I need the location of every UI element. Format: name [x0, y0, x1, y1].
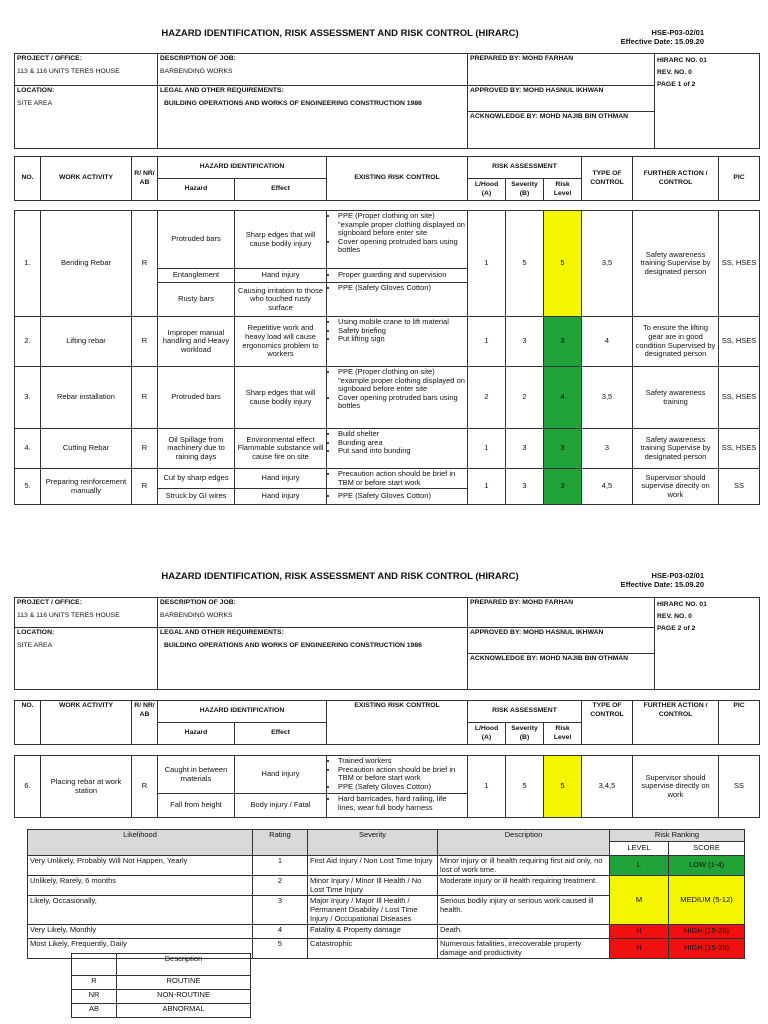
severity: 5 — [506, 756, 544, 818]
row-rnr: R — [132, 429, 158, 469]
col-hazard: Hazard — [158, 179, 235, 201]
hazard: Struck by GI wires — [158, 489, 235, 505]
control — [327, 756, 468, 794]
risk-level: 3 — [544, 469, 582, 505]
description-text: Death. — [438, 925, 610, 939]
col-risk-level: Risk Level — [544, 179, 582, 201]
hazard: Fall from height — [158, 794, 235, 818]
likelihood-text: Very Unlikely, Probably Will Not Happen, Yearly — [28, 856, 253, 876]
project-cell — [15, 598, 158, 628]
hirarc-info — [655, 598, 760, 690]
row-activity: Bending Rebar — [41, 211, 132, 317]
severity-text: First Aid Injury / Non Lost Time Injury — [308, 856, 438, 876]
col-risk-assessment: RISK ASSESSMENT — [468, 157, 582, 179]
control-item: • Put lifting sign — [338, 335, 465, 344]
effect: Body injury / Fatal — [235, 794, 327, 818]
legend-head-rating: Rating — [253, 830, 308, 856]
col-hazard-identification: HAZARD IDENTIFICATION — [158, 157, 327, 179]
rating: 4 — [253, 925, 308, 939]
further-action: Safety awareness training Supervise by designated person — [633, 211, 719, 317]
col-no: NO. — [15, 157, 41, 201]
col-hazard-identification: HAZARD IDENTIFICATION — [158, 701, 327, 723]
control-item: • PPE (Proper clothing on site) "example proper clothing displayed on signboard before enter site — [338, 368, 465, 394]
risk-level: 5 — [544, 211, 582, 317]
control-item: • Trained workers — [338, 757, 465, 766]
description-cell — [158, 54, 468, 86]
effective-date: Effective Date: 15.09.20 — [620, 580, 704, 589]
project-cell — [15, 54, 158, 86]
legend-row — [28, 925, 745, 939]
legend-row — [28, 856, 745, 876]
control-item: • PPE (Safety Gloves Cotton) — [338, 492, 465, 501]
pic: SS — [719, 469, 760, 505]
risk-score-high: HIGH (15-25) — [669, 939, 745, 959]
code: R — [72, 976, 117, 990]
code: NR — [72, 990, 117, 1004]
risk-level-low: L — [610, 856, 669, 876]
further-action: Supervisor should supervise directly on work — [633, 756, 719, 818]
likelihood: 1 — [468, 469, 506, 505]
control-item: • Using mobile crane to lift material — [338, 318, 465, 327]
severity-text: Catastrophic — [308, 939, 438, 959]
control — [327, 794, 468, 818]
legal-value: BUILDING OPERATIONS AND WORKS OF ENGINEERING CONSTRUCTION 1986 — [164, 641, 422, 649]
control-item: • Safety briefing — [338, 327, 465, 336]
severity: 3 — [506, 429, 544, 469]
severity: 2 — [506, 367, 544, 429]
type-of-control: 3 — [582, 429, 633, 469]
description-label: DESCRIPTION OF JOB: — [160, 55, 236, 62]
risk-score-high: HIGH (15-25) — [669, 925, 745, 939]
rating: 1 — [253, 856, 308, 876]
rating: 3 — [253, 896, 308, 925]
legend-head-severity: Severity — [308, 830, 438, 856]
location-label: LOCATION: — [17, 629, 55, 636]
rating: 5 — [253, 939, 308, 959]
row-no: 4. — [15, 429, 41, 469]
hazard-table-page1 — [14, 210, 760, 505]
col-type-of-control: TYPE OF CONTROL — [582, 157, 633, 201]
control-item: • Proper guarding and supervision — [338, 271, 465, 280]
hazard: Cut by sharp edges — [158, 469, 235, 489]
code-description: ABNORMAL — [117, 1004, 251, 1018]
rating: 2 — [253, 876, 308, 896]
control — [327, 489, 468, 505]
col-pic: PIC — [719, 157, 760, 201]
likelihood: 2 — [468, 367, 506, 429]
further-action: Safety awareness training — [633, 367, 719, 429]
code: AB — [72, 1004, 117, 1018]
row-rnr: R — [132, 756, 158, 818]
description-text: Minor injury or ill health requiring first aid only, no lost of work time. — [438, 856, 610, 876]
project-label: PROJECT / OFFICE: — [17, 55, 82, 62]
page-number: PAGE 2 of 2 — [657, 625, 696, 632]
risk-level: 5 — [544, 756, 582, 818]
location-label: LOCATION: — [17, 87, 55, 94]
pic: SS, HSES — [719, 317, 760, 367]
pic: SS — [719, 756, 760, 818]
risk-level-high: H — [610, 925, 669, 939]
code-row — [72, 1004, 251, 1018]
description-value: BARBENDING WORKS — [160, 67, 233, 75]
effect: Sharp edges that will cause bodily injury — [235, 211, 327, 269]
control-item: • Precaution action should be brief in TBM or before start work — [338, 766, 465, 783]
col-activity: WORK ACTIVITY — [41, 157, 132, 201]
acknowledged-by: ACKNOWLEDGE BY: MOHD NAJIB BIN OTHMAN — [468, 654, 655, 690]
severity-text: Minor Injury / Minor Ill Health / No Lost Time Injury — [308, 876, 438, 896]
severity-text: Major Injury / Major Ill Health / Permanent Disability / Lost Time Injury / Occupational Diseases — [308, 896, 438, 925]
doc-reference-page2 — [621, 571, 704, 589]
col-rnr: R/ NR/ AB — [132, 157, 158, 201]
type-of-control: 3,5 — [582, 211, 633, 317]
pic: SS, HSES — [719, 429, 760, 469]
risk-level-medium: M — [610, 876, 669, 925]
control-item: • Hard barricades, hard railing, life lines, wear full body harness — [338, 795, 465, 812]
control-item: • PPE (Proper clothing on site) "example proper clothing displayed on signboard before enter site — [338, 212, 465, 238]
control-item: • Build shelter — [338, 430, 465, 439]
hazard-table-page2 — [14, 755, 760, 818]
col-further-action: FURTHER ACTION / CONTROL — [633, 157, 719, 201]
pic: SS, HSES — [719, 367, 760, 429]
col-rnr: R/ NR/ AB — [132, 701, 158, 745]
acknowledged-by: ACKNOWLEDGE BY: MOHD NAJIB BIN OTHMAN — [468, 112, 655, 149]
control-item: • PPE (Safety Gloves Cotton) — [338, 783, 465, 792]
revision-number: REV. NO. 0 — [657, 69, 692, 76]
likelihood-text: Unlikely, Rarely, 6 months — [28, 876, 253, 896]
row-no: 3. — [15, 367, 41, 429]
effect: Sharp edges that will cause bodily injury — [235, 367, 327, 429]
prepared-by: PREPARED BY: MOHD FARHAN — [468, 54, 655, 86]
control — [327, 469, 468, 489]
project-label: PROJECT / OFFICE: — [17, 599, 82, 606]
severity-text: Fatality & Property damage — [308, 925, 438, 939]
risk-level: 3 — [544, 317, 582, 367]
severity: 3 — [506, 469, 544, 505]
code-row — [72, 976, 251, 990]
code-head-description: Description — [117, 954, 251, 976]
doc-code: HSE-P03-02/01 — [651, 28, 704, 37]
hirarc-number: HIRARC NO. 01 — [657, 601, 707, 608]
effect: Hand injury — [235, 269, 327, 283]
risk-score-low: LOW (1-4) — [669, 856, 745, 876]
legal-label: LEGAL AND OTHER REQUIREMENTS: — [160, 87, 284, 94]
project-value: 113 & 116 UNITS TERES HOUSE — [17, 611, 120, 619]
severity: 5 — [506, 211, 544, 317]
effect: Hand injury — [235, 756, 327, 794]
col-type-of-control: TYPE OF CONTROL — [582, 701, 633, 745]
effect: Hand injury — [235, 489, 327, 505]
col-activity: WORK ACTIVITY — [41, 701, 132, 745]
revision-number: REV. NO. 0 — [657, 613, 692, 620]
further-action: To ensure the lifting gear are in good condition Supervised by designated person — [633, 317, 719, 367]
legend-head-score: SCORE — [669, 842, 745, 856]
further-action: Supervisor should supervise directly on work — [633, 469, 719, 505]
row-no: 1. — [15, 211, 41, 317]
likelihood: 1 — [468, 211, 506, 317]
risk-level-high: H — [610, 939, 669, 959]
row-activity: Preparing reinforcement manually — [41, 469, 132, 505]
prepared-by: PREPARED BY: MOHD FARHAN — [468, 598, 655, 628]
row-activity: Rebar installation — [41, 367, 132, 429]
legend-head-level: LEVEL — [610, 842, 669, 856]
location-value: SITE AREA — [17, 641, 53, 649]
hazard: Caught in between materials — [158, 756, 235, 794]
legend-row — [28, 876, 745, 896]
effect: Hand injury — [235, 469, 327, 489]
control-item: • PPE (Safety Gloves Cotton) — [338, 284, 465, 293]
description-cell — [158, 598, 468, 628]
hirarc-number: HIRARC NO. 01 — [657, 57, 707, 64]
effect: Repetitive work and heavy load will cause ergonomics problem to workers — [235, 317, 327, 367]
col-effect: Effect — [235, 723, 327, 745]
table-row — [15, 429, 760, 469]
col-severity: Severity (B) — [506, 723, 544, 745]
approved-by: APPROVED BY: MOHD HASNUL IKHWAN — [468, 86, 655, 112]
control-item: • Cover opening protruded bars using bottles — [338, 394, 465, 411]
description-label: DESCRIPTION OF JOB: — [160, 599, 236, 606]
project-value: 113 & 116 UNITS TERES HOUSE — [17, 67, 120, 75]
table-row — [15, 756, 760, 794]
legal-cell — [158, 86, 468, 149]
doc-code: HSE-P03-02/01 — [651, 571, 704, 580]
hazard: Protruded bars — [158, 367, 235, 429]
type-of-control: 3,5 — [582, 367, 633, 429]
control — [327, 283, 468, 317]
row-rnr: R — [132, 469, 158, 505]
col-lhood: L/Hood (A) — [468, 723, 506, 745]
control — [327, 429, 468, 469]
effect-line: Environmental effect — [246, 434, 315, 444]
col-severity: Severity (B) — [506, 179, 544, 201]
col-further-action: FURTHER ACTION / CONTROL — [633, 701, 719, 745]
hazard: Improper manual handling and Heavy workload — [158, 317, 235, 367]
legend-head-description: Description — [438, 830, 610, 856]
table-row — [15, 211, 760, 269]
type-of-control: 4,5 — [582, 469, 633, 505]
column-header-page1 — [14, 156, 760, 201]
likelihood-text: Very Likely, Monthly — [28, 925, 253, 939]
col-existing-control: EXISTING RISK CONTROL — [327, 701, 468, 745]
row-activity: Cutting Rebar — [41, 429, 132, 469]
row-no: 2. — [15, 317, 41, 367]
description-text: Numerous fatalities, irrecoverable property damage and productivity — [438, 939, 610, 959]
doc-reference — [621, 28, 704, 46]
page-number: PAGE 1 of 2 — [657, 81, 696, 88]
control — [327, 269, 468, 283]
pic: SS, HSES — [719, 211, 760, 317]
code-description: ROUTINE — [117, 976, 251, 990]
row-rnr: R — [132, 317, 158, 367]
control-item: • Bunding area — [338, 439, 465, 448]
col-existing-control: EXISTING RISK CONTROL — [327, 157, 468, 201]
type-of-control: 3,4,5 — [582, 756, 633, 818]
row-activity: Lifting rebar — [41, 317, 132, 367]
row-activity: Placing rebar at work station — [41, 756, 132, 818]
effective-date: Effective Date: 15.09.20 — [620, 37, 704, 46]
description-text: Moderate injury or ill health requiring treatment. — [438, 876, 610, 896]
activity-code-legend — [71, 953, 251, 1018]
hazard: Protruded bars — [158, 211, 235, 269]
doc-title: HAZARD IDENTIFICATION, RISK ASSESSMENT AND RISK CONTROL (HIRARC) — [161, 28, 519, 39]
control-item: • Precaution action should be brief in TBM or before start work — [338, 470, 465, 487]
hazard: Rusty bars — [158, 283, 235, 317]
col-risk-level: Risk Level — [544, 723, 582, 745]
legend-head-ranking: Risk Ranking — [610, 830, 745, 842]
effect-line: Flammable substance will cause fire on site — [237, 443, 324, 461]
hirarc-info — [655, 54, 760, 149]
legal-cell — [158, 628, 468, 690]
code-head-blank — [72, 954, 117, 976]
location-cell — [15, 86, 158, 149]
likelihood-text: Most Likely, Frequently, Daily — [28, 939, 253, 959]
row-rnr: R — [132, 211, 158, 317]
approved-by: APPROVED BY: MOHD HASNUL IKHWAN — [468, 628, 655, 654]
header-table-page2 — [14, 597, 760, 690]
col-lhood: L/Hood (A) — [468, 179, 506, 201]
legal-label: LEGAL AND OTHER REQUIREMENTS: — [160, 629, 284, 636]
control — [327, 367, 468, 429]
table-row — [15, 469, 760, 489]
severity: 3 — [506, 317, 544, 367]
code-row — [72, 990, 251, 1004]
col-pic: PIC — [719, 701, 760, 745]
effect — [235, 429, 327, 469]
further-action: Safety awareness training Supervise by designated person — [633, 429, 719, 469]
risk-level: 3 — [544, 429, 582, 469]
code-description: NON-ROUTINE — [117, 990, 251, 1004]
column-header-page2 — [14, 700, 760, 745]
table-row — [15, 367, 760, 429]
legend-head-likelihood: Likelihood — [28, 830, 253, 856]
row-no: 5. — [15, 469, 41, 505]
likelihood: 1 — [468, 429, 506, 469]
type-of-control: 4 — [582, 317, 633, 367]
header-table-page1 — [14, 53, 760, 149]
hazard: Oil Spillage from machinery due to raining days — [158, 429, 235, 469]
row-rnr: R — [132, 367, 158, 429]
description-text: Serious bodily injury or serious work caused ill health. — [438, 896, 610, 925]
risk-matrix-legend — [27, 829, 745, 959]
location-cell — [15, 628, 158, 690]
col-effect: Effect — [235, 179, 327, 201]
table-row — [15, 317, 760, 367]
likelihood: 1 — [468, 756, 506, 818]
location-value: SITE AREA — [17, 99, 53, 107]
control — [327, 211, 468, 269]
legal-value: BUILDING OPERATIONS AND WORKS OF ENGINEERING CONSTRUCTION 1986 — [164, 99, 422, 107]
control-item: • Put sand into bunding — [338, 447, 465, 456]
doc-title-page2: HAZARD IDENTIFICATION, RISK ASSESSMENT AND RISK CONTROL (HIRARC) — [161, 571, 519, 582]
likelihood: 1 — [468, 317, 506, 367]
hazard: Entanglement — [158, 269, 235, 283]
control-item: • Cover opening protruded bars using bottles — [338, 238, 465, 255]
likelihood-text: Likely, Occasionally, — [28, 896, 253, 925]
risk-level: 4 — [544, 367, 582, 429]
col-no: NO. — [15, 701, 41, 745]
row-no: 6. — [15, 756, 41, 818]
control — [327, 317, 468, 367]
risk-score-medium: MEDIUM (5-12) — [669, 876, 745, 925]
effect: Causing irritation to those who touched rusty surface — [235, 283, 327, 317]
col-hazard: Hazard — [158, 723, 235, 745]
description-value: BARBENDING WORKS — [160, 611, 233, 619]
col-risk-assessment: RISK ASSESSMENT — [468, 701, 582, 723]
